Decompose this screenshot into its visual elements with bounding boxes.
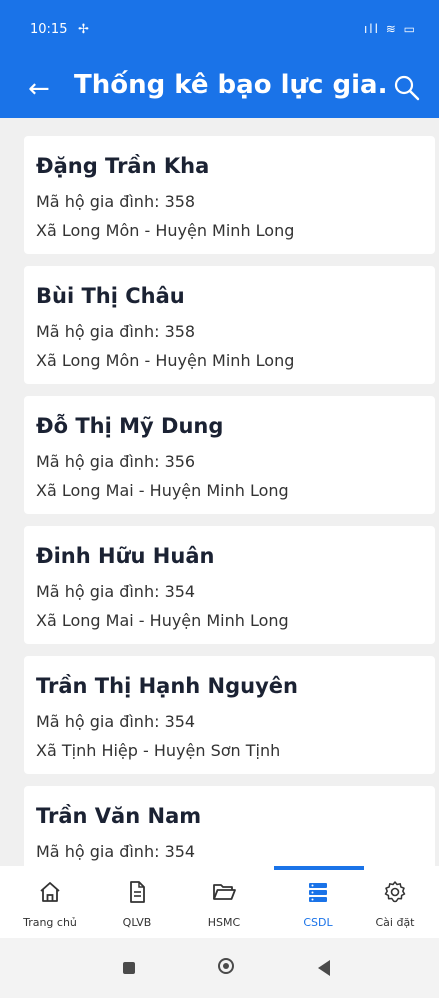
record-code: Mã hộ gia đình: 354 bbox=[36, 842, 196, 861]
nav-label: Cài đặt bbox=[375, 916, 415, 929]
header-bar bbox=[0, 64, 439, 118]
nav-item-csdl[interactable] bbox=[274, 866, 362, 938]
back-triangle-icon[interactable] bbox=[318, 960, 330, 976]
record-code: Mã hộ gia đình: 358 bbox=[36, 192, 196, 211]
nav-label: Trang chủ bbox=[23, 916, 77, 929]
record-list[interactable] bbox=[0, 118, 439, 866]
record-code: Mã hộ gia đình: 358 bbox=[36, 322, 196, 341]
notification-icon: ✢ bbox=[78, 22, 89, 37]
nav-label: HSMC bbox=[207, 916, 241, 929]
status-time: 10:15 bbox=[30, 22, 68, 37]
record-address: Xã Long Môn - Huyện Minh Long bbox=[36, 221, 295, 240]
record-name: Đặng Trần Kha bbox=[36, 154, 210, 178]
nav-item-hsmc[interactable] bbox=[180, 866, 268, 938]
record-address: Xã Long Môn - Huyện Minh Long bbox=[36, 351, 295, 370]
record-name: Đỗ Thị Mỹ Dung bbox=[36, 414, 224, 438]
status-bar bbox=[0, 0, 439, 64]
home-icon bbox=[38, 880, 62, 904]
nav-label: QLVB bbox=[122, 916, 152, 929]
home-button-icon[interactable] bbox=[218, 958, 234, 974]
record-code: Mã hộ gia đình: 356 bbox=[36, 452, 196, 471]
settings-icon bbox=[383, 880, 407, 904]
list-item[interactable] bbox=[24, 656, 435, 774]
record-code: Mã hộ gia đình: 354 bbox=[36, 712, 196, 731]
list-item[interactable] bbox=[24, 786, 435, 866]
bottom-nav bbox=[0, 866, 439, 938]
nav-item-qlvb[interactable] bbox=[93, 866, 181, 938]
app-bar bbox=[0, 0, 439, 118]
document-icon bbox=[125, 880, 149, 904]
list-item[interactable] bbox=[24, 136, 435, 254]
list-item[interactable] bbox=[24, 526, 435, 644]
database-icon bbox=[306, 880, 330, 904]
nav-item-home[interactable] bbox=[6, 866, 94, 938]
system-nav-bar bbox=[0, 938, 439, 998]
back-arrow-icon[interactable]: ← bbox=[28, 74, 50, 104]
record-code: Mã hộ gia đình: 354 bbox=[36, 582, 196, 601]
record-address: Xã Long Mai - Huyện Minh Long bbox=[36, 611, 289, 630]
record-name: Trần Thị Hạnh Nguyên bbox=[36, 674, 298, 698]
record-name: Trần Văn Nam bbox=[36, 804, 202, 828]
record-address: Xã Long Mai - Huyện Minh Long bbox=[36, 481, 289, 500]
page-title: Thống kê bạo lực gia. bbox=[74, 70, 388, 100]
nav-label: CSDL bbox=[303, 916, 333, 929]
record-name: Đinh Hữu Huân bbox=[36, 544, 215, 568]
record-address: Xã Tịnh Hiệp - Huyện Sơn Tịnh bbox=[36, 741, 281, 760]
list-item[interactable] bbox=[24, 396, 435, 514]
record-name: Bùi Thị Châu bbox=[36, 284, 185, 308]
recents-icon[interactable] bbox=[123, 962, 135, 974]
search-icon[interactable] bbox=[393, 74, 421, 102]
nav-item-settings[interactable] bbox=[351, 866, 439, 938]
system-icons: ıll ≋ ▭ bbox=[363, 22, 417, 36]
folder-icon bbox=[212, 880, 236, 904]
list-item[interactable] bbox=[24, 266, 435, 384]
